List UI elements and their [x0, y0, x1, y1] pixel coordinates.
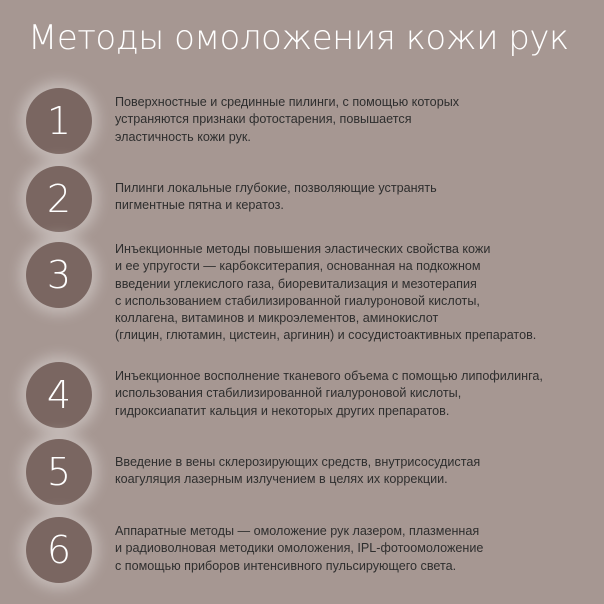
item-line: и ее упругости — карбокситерапия, основанная на подкожном: [115, 259, 481, 274]
item-line: Пилинги локальные глубокие, позволяющие устранять: [115, 181, 437, 195]
number-circle: 4: [26, 362, 92, 428]
number-circle: 1: [26, 88, 92, 154]
item-description: [115, 180, 595, 215]
item-line: коагуляция лазерным излучением в целях их коррекции.: [115, 472, 448, 487]
page-title: Методы омоложения кожи рук: [28, 18, 569, 58]
item-description: [115, 523, 595, 575]
item-line: Инъекционное восполнение тканевого объема с помощью липофилинга,: [115, 369, 543, 383]
item-line: Поверхностные и срединные пилинги, с помощью которых: [115, 95, 460, 109]
item-line: устраняются признаки фотостарения, повышается: [115, 112, 412, 127]
item-description: [115, 94, 595, 146]
item-line: коллагена, витаминов и микроэлементов, аминокислот: [115, 311, 439, 326]
item-line: с помощью приборов интенсивного пульсирующего света.: [115, 558, 457, 573]
item-description: [115, 454, 595, 489]
item-line: пигментные пятна и кератоз.: [115, 198, 284, 213]
item-line: введении углекислого газа, биоревитализация и мезотерапия: [115, 276, 477, 291]
item-line: Введение в вены склерозирующих средств, внутрисосудистая: [115, 455, 481, 469]
item-description: [115, 368, 595, 420]
item-line: Аппаратные методы — омоложение рук лазером, плазменная: [115, 524, 480, 538]
number-circle: 3: [26, 242, 92, 308]
number-circle: 6: [26, 517, 92, 583]
number-circle: 2: [26, 166, 92, 232]
item-line: с использованием стабилизированной гиалуроновой кислоты,: [115, 293, 480, 308]
number-circle: 5: [26, 439, 92, 505]
item-line: гидроксиапатит кальция и некоторых других препаратов.: [115, 403, 450, 418]
item-line: (глицин, глютамин, цистеин, аргинин) и сосудистоактивных препаратов.: [115, 328, 537, 343]
item-description: [115, 241, 595, 345]
item-line: эластичность кожи рук.: [115, 129, 251, 144]
item-line: Инъекционные методы повышения эластических свойства кожи: [115, 242, 491, 256]
item-line: использования стабилизированной гиалуроновой кислоты,: [115, 386, 462, 401]
item-line: и радиоволновая методики омоложения, IPL-фотоомоложение: [115, 541, 484, 556]
